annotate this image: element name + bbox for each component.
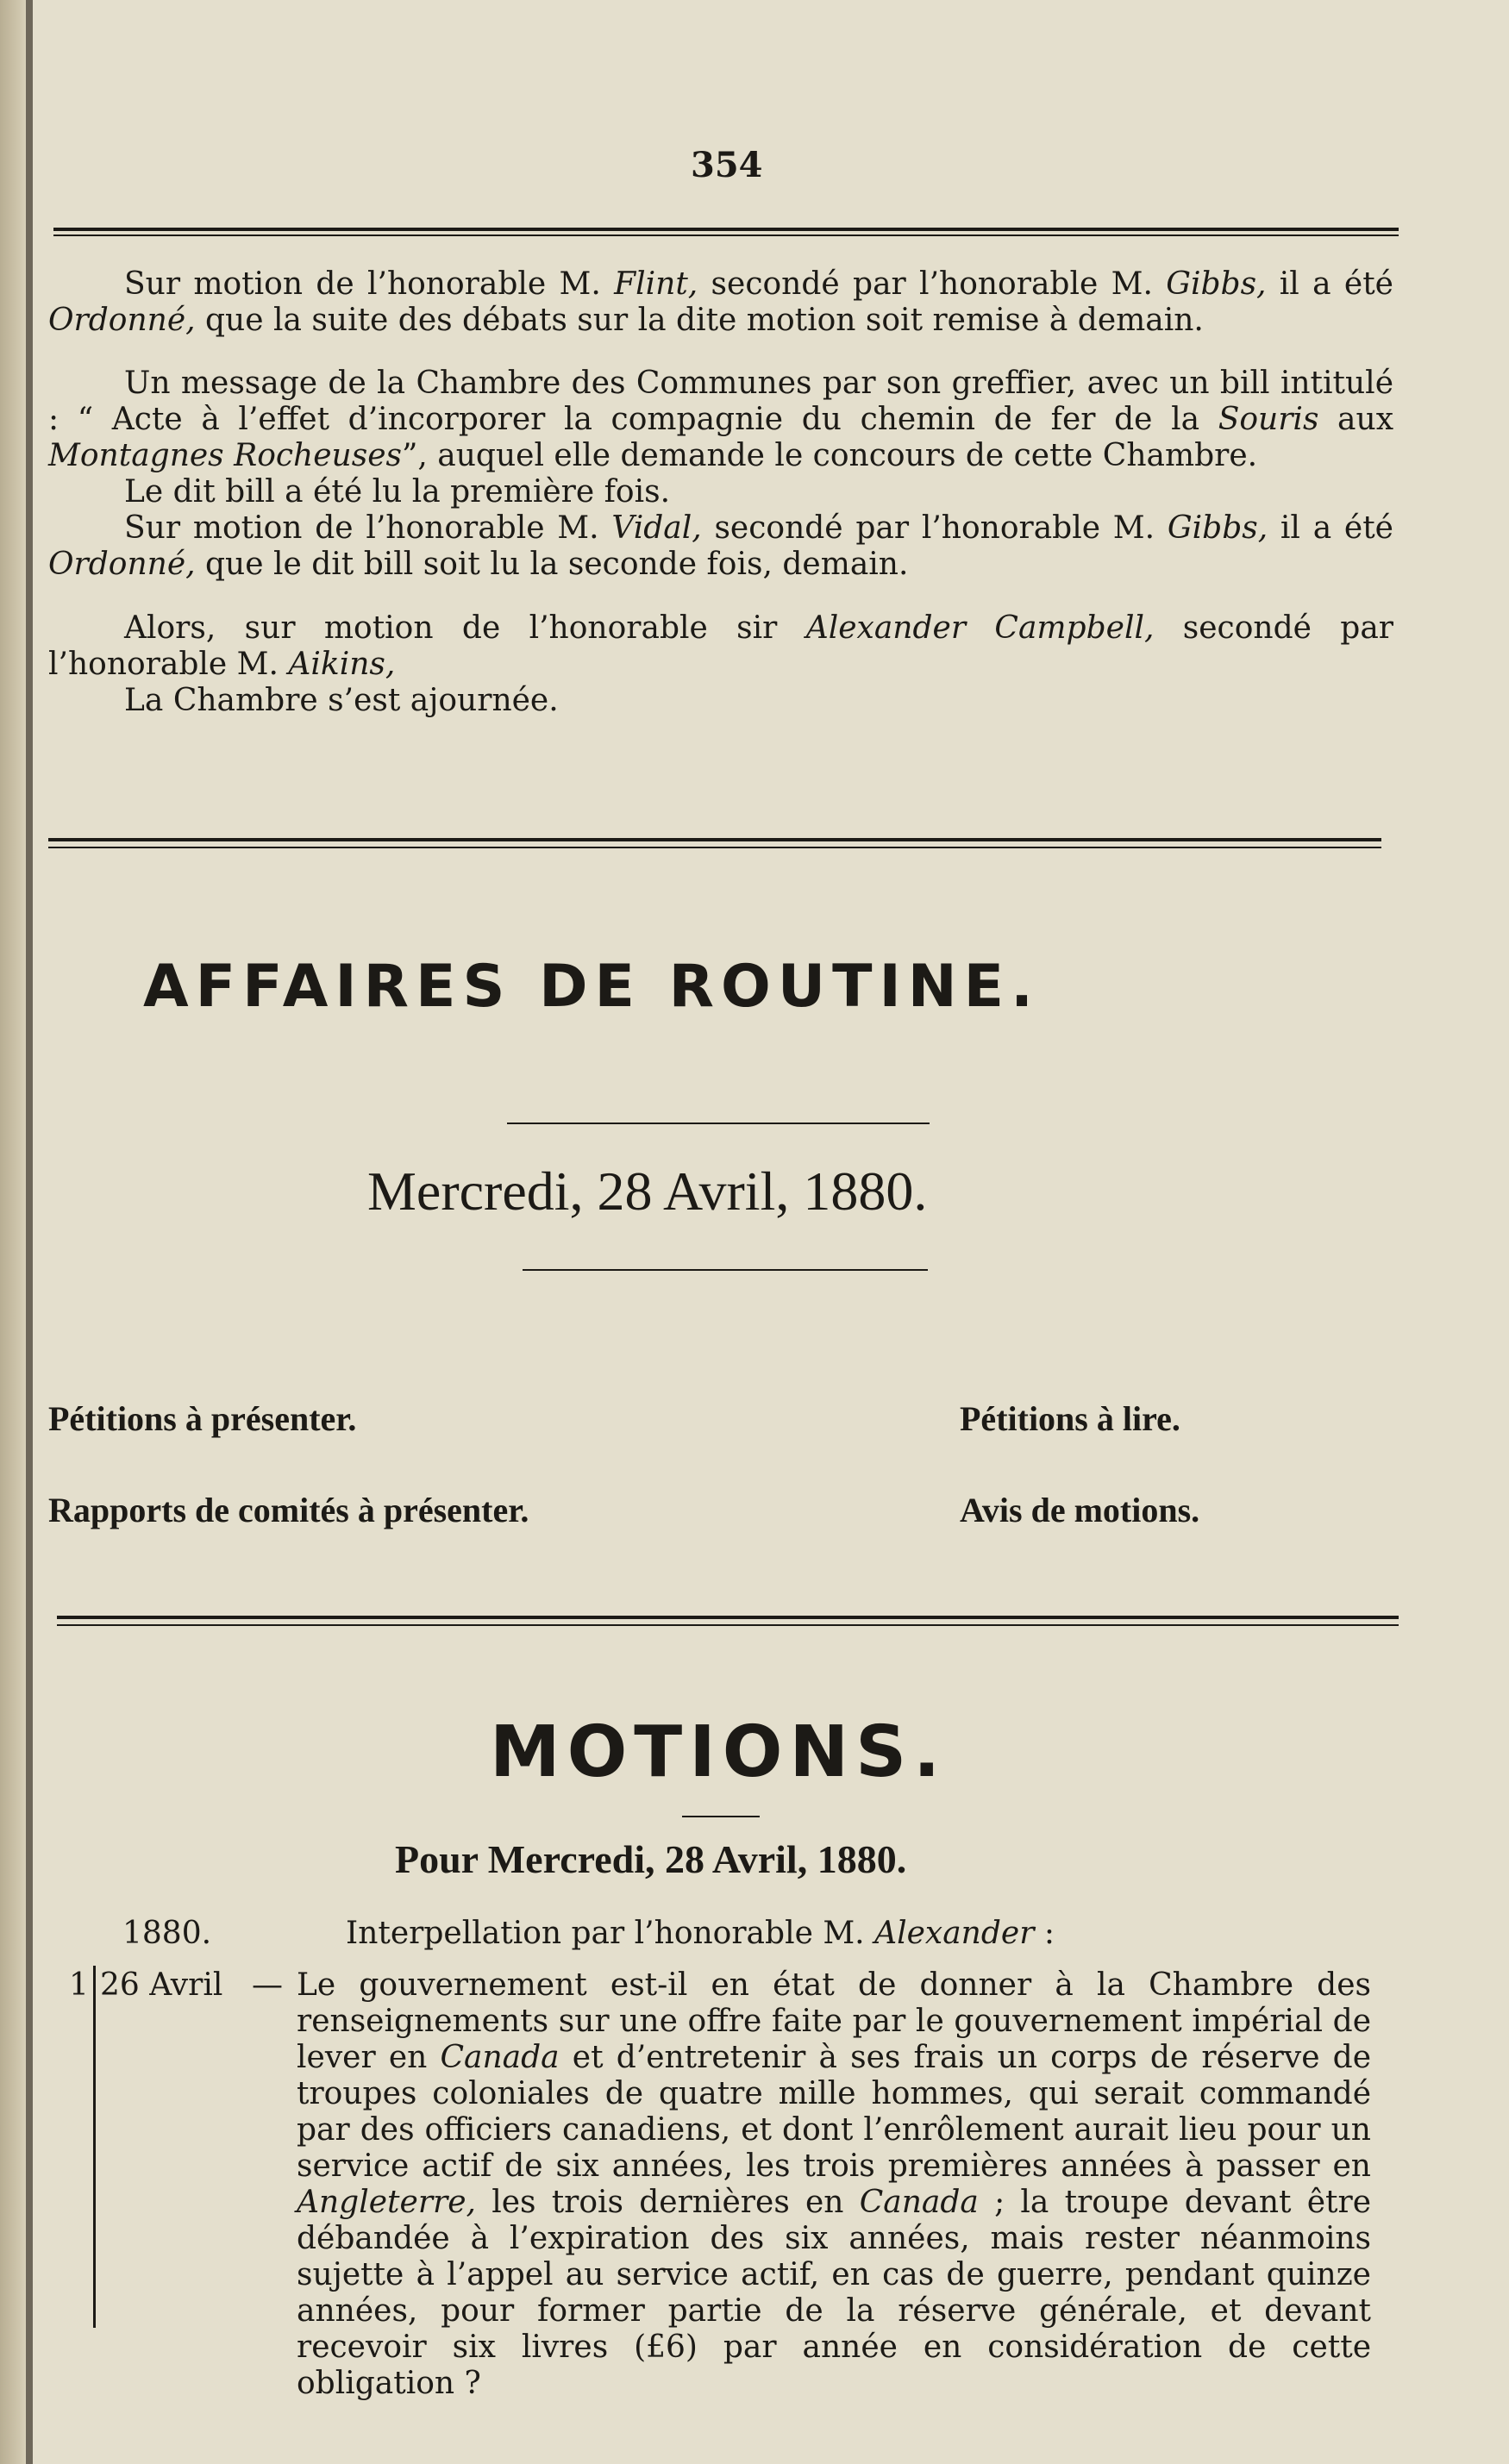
- motions-subheading: Pour Mercredi, 28 Avril, 1880.: [395, 1837, 907, 1881]
- motions-rule-thin: [57, 1624, 1399, 1626]
- book-gutter: [0, 0, 28, 2464]
- motions-heading: MOTIONS.: [490, 1711, 948, 1793]
- paragraph-vidal-motion: Sur motion de l’honorable M. Vidal, secondé par l’honorable M. Gibbs, il a été Ordonné, que le dit bill soit lu la seconde fois, demain.: [48, 510, 1393, 582]
- motions-rule: [57, 1616, 1399, 1619]
- routine-heading: AFFAIRES DE ROUTINE.: [143, 953, 1040, 1021]
- paragraph-first-reading: Le dit bill a été lu la première fois.: [124, 474, 671, 510]
- section-rule: [48, 838, 1381, 841]
- entry-dash: —: [252, 1967, 283, 2003]
- entry-year: 1880.: [122, 1916, 212, 1951]
- routine-item-notices-of-motion: Avis de motions.: [960, 1491, 1200, 1529]
- top-rule-thin: [53, 235, 1399, 236]
- entry-number: 1: [69, 1967, 89, 2003]
- paragraph-adjourned: La Chambre s’est ajournée.: [124, 683, 559, 718]
- entry-text: Le gouvernement est-il en état de donner à la Chambre des renseignements sur une offre faite par le gouvernement impérial de lever en Canada et d’entretenir à ses frais un corps de réserve de troupes coloniales de quatre mille hommes, qui serait commandé par des officiers canadiens, et dont l’enrôlement aurait lieu pour un service actif de six années, les trois premières années à passer en Angleterre, les trois dernières en Canada ; la troupe devant être débandée à l’expiration des six années, mais rester néanmoins sujette à l’appel au service actif, en cas de guerre, pendant quinze années, pour former partie de la réserve générale, et devant recevoir six livres (£6) par année en considération de cette obligation ?: [297, 1967, 1372, 2401]
- entry-margin-line: [93, 1966, 96, 2328]
- binding-edge: [26, 0, 33, 2464]
- entry-date: 26 Avril: [100, 1967, 223, 2003]
- paragraph-flint-motion: Sur motion de l’honorable M. Flint, secondé par l’honorable M. Gibbs, il a été Ordonné, que la suite des débats sur la dite motion soit remise à demain.: [48, 266, 1393, 338]
- paragraph-campbell-motion: Alors, sur motion de l’honorable sir Alexander Campbell, secondé par l’honorable M. Aikins,: [48, 610, 1393, 682]
- routine-date: Mercredi, 28 Avril, 1880.: [367, 1160, 928, 1222]
- page: [48, 0, 1402, 2464]
- routine-item-petitions-present: Pétitions à présenter.: [48, 1399, 357, 1438]
- page-number: 354: [691, 145, 763, 185]
- entry-intro: Interpellation par l’honorable M. Alexander :: [346, 1916, 1055, 1951]
- motions-short-rule: [682, 1816, 760, 1817]
- routine-item-petitions-read: Pétitions à lire.: [960, 1399, 1180, 1438]
- routine-item-committee-reports: Rapports de comités à présenter.: [48, 1491, 529, 1529]
- section-rule-thin: [48, 847, 1381, 848]
- top-rule: [53, 228, 1399, 231]
- date-rule-top: [507, 1123, 930, 1124]
- paragraph-commons-message: Un message de la Chambre des Communes par son greffier, avec un bill intitulé : “ Acte à l’effet d’incorporer la compagnie du chemin de fer de la Souris aux Montagnes Rocheuses”, auquel elle demande le concours de cette Chambre.: [48, 366, 1393, 473]
- date-rule-bottom: [523, 1269, 928, 1271]
